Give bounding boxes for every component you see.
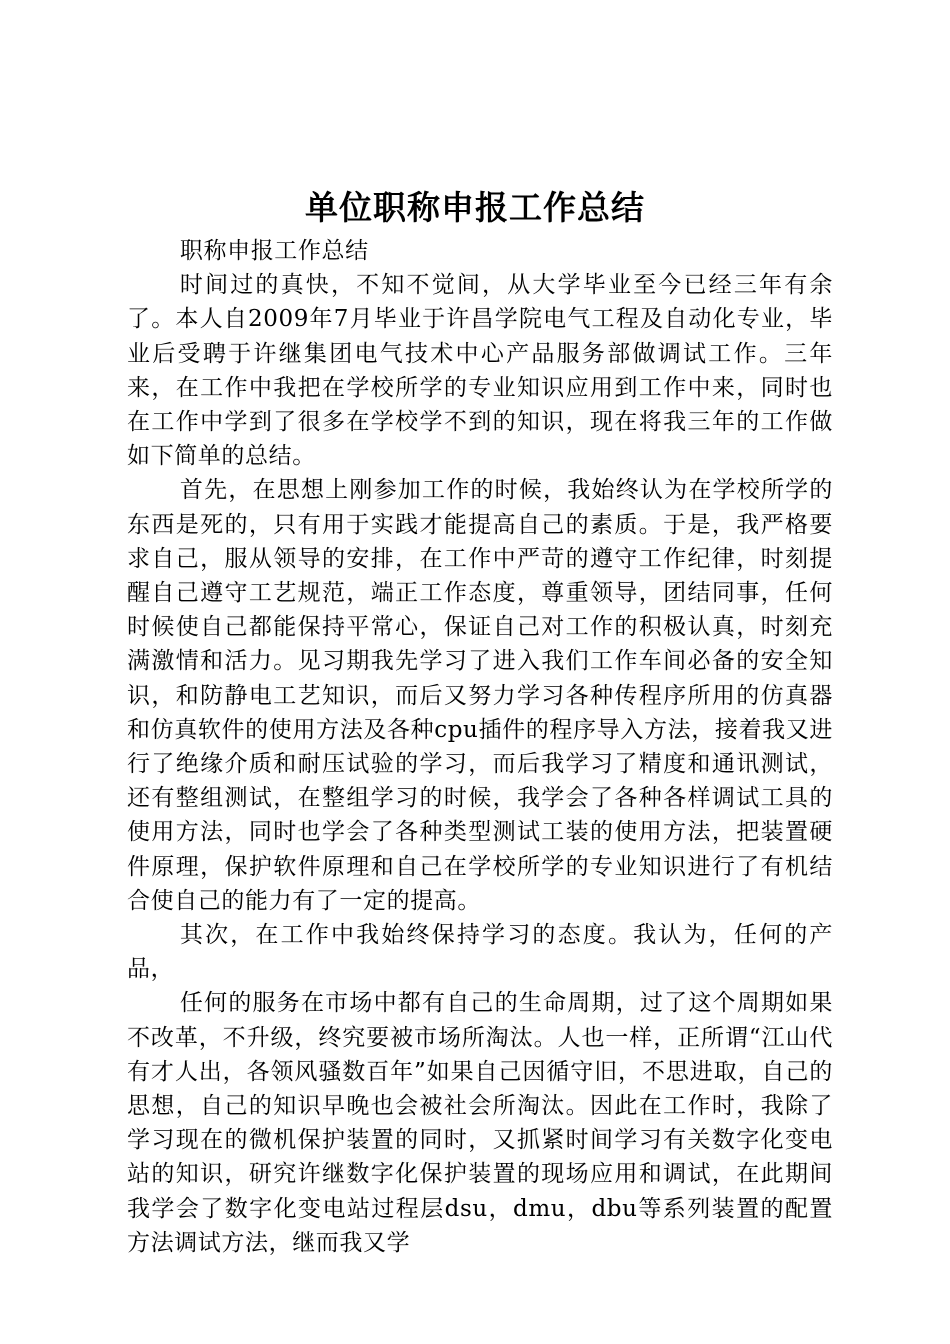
- paragraph-subtitle: 职称申报工作总结: [179, 238, 369, 264]
- paragraph-third: 任何的服务在市场中都有自己的生命周期，过了这个周期如果不改革，不升级，终究要被市场所淘汰。人也一样，正所谓“江山代有才人出，各领风骚数百年”如果自己因循守旧，不思进取，自己的思想，自己的知识早晚也会被社会所淘汰。因此在工作时，我除了学习现在的微机保护装置的同时，又抓紧时间学习有关数字化变电站的知识，研究许继数字化保护装置的现场应用和调试，在此期间我学会了数字化变电站过程层dsu，dmu，dbu等系列装置的配置方法调试方法，继而我又学: [127, 990, 833, 1256]
- paragraph-second: 其次，在工作中我始终保持学习的态度。我认为，任何的产品，: [127, 922, 833, 983]
- document-body: [127, 234, 833, 1260]
- paragraph-intro: 时间过的真快，不知不觉间，从大学毕业至今已经三年有余了。本人自2009年7月毕业于许昌学院电气工程及自动化专业，毕业后受聘于许继集团电气技术中心产品服务部做调试工作。三年来，在工作中我把在学校所学的专业知识应用到工作中来，同时也在工作中学到了很多在学校学不到的知识，现在将我三年的工作做如下简单的总结。: [127, 272, 833, 470]
- paragraph-first: 首先，在思想上刚参加工作的时候，我始终认为在学校所学的东西是死的，只有用于实践才能提高自己的素质。于是，我严格要求自己，服从领导的安排，在工作中严苛的遵守工作纪律，时刻提醒自己遵守工艺规范，端正工作态度，尊重领导，团结同事，任何时候使自己都能保持平常心，保证自己对工作的积极认真，时刻充满激情和活力。见习期我先学习了进入我们工作车间必备的安全知识，和防静电工艺知识，而后又努力学习各种传程序所用的仿真器和仿真软件的使用方法及各种cpu插件的程序导入方法，接着我又进行了绝缘介质和耐压试验的学习，而后我学习了精度和通讯测试，还有整组测试，在整组学习的时候，我学会了各种各样调试工具的使用方法，同时也学会了各种类型测试工装的使用方法，把装置硬件原理，保护软件原理和自己在学校所学的专业知识进行了有机结合使自己的能力有了一定的提高。: [127, 477, 833, 914]
- document-title: 单位职称申报工作总结: [305, 188, 645, 227]
